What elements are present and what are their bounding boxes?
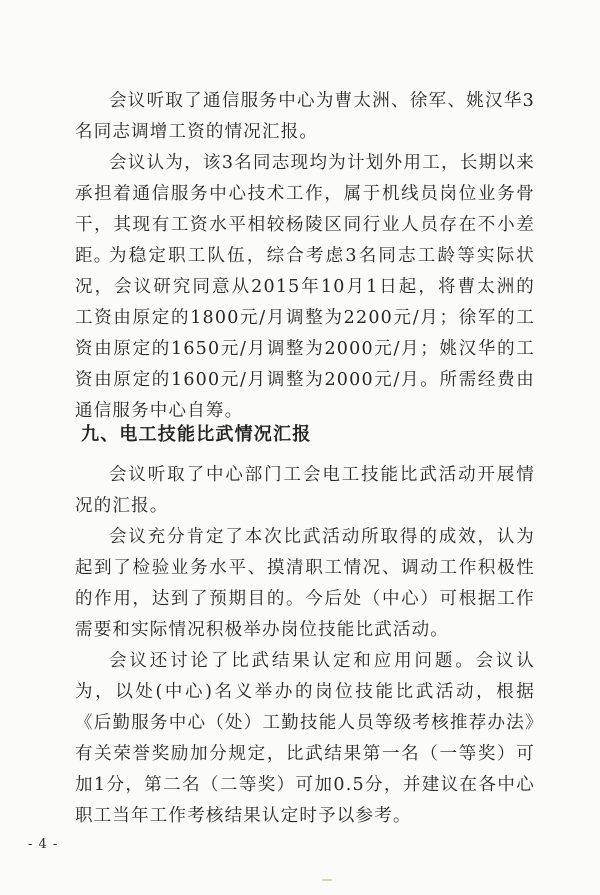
footer-ink-mark <box>322 879 332 881</box>
paragraph-salary-decision: 为稳定职工队伍，综合考虑3名同志工龄等实际状况，会议研究同意从2015年10月1日起，将曹太洲的工资由原定的1800元/月调整为2200元/月；徐军的工资由原定的1650元/月调整为2000元/月；姚汉华的工资由原定的1600元/月调整为2000元/月。所需经费由通信服务中心自筹。 <box>75 246 535 421</box>
paragraph-salary-report: 会议听取了通信服务中心为曹太洲、徐军、姚汉华3名同志调增工资的情况汇报。 <box>75 91 535 142</box>
section-heading-skills-contest: 九、电工技能比武情况汇报 <box>81 424 312 445</box>
paragraph-salary-opinion: 会议认为，该3名同志现均为计划外用工，长期以来承担着通信服务中心技术工作，属于机线员岗位业务骨干，其现有工资水平相较杨陵区同行业人员存在不小差距。 <box>75 153 535 266</box>
paragraph-contest-results: 会议还讨论了比武结果认定和应用问题。会议认为，以处(中心)名义举办的岗位技能比武活动，根据《后勤服务中心（处）工勤技能人员等级考核推荐办法》有关荣誉奖励加分规定，比武结果第一名（一等奖）可加1分，第二名（二等奖）可加0.5分，并建议在各中心职工当年工作考核结果认定时予以参考。 <box>75 651 535 826</box>
paragraph-contest-report: 会议听取了中心部门工会电工技能比武活动开展情况的汇报。 <box>75 465 535 516</box>
page-number: - 4 - <box>28 837 59 852</box>
paragraph-contest-assessment: 会议充分肯定了本次比武活动所取得的成效，认为起到了检验业务水平、摸清职工情况、调动工作积极性的作用，达到了预期目的。今后处（中心）可根据工作需要和实际情况积极举办岗位技能比武活动。 <box>75 527 535 640</box>
